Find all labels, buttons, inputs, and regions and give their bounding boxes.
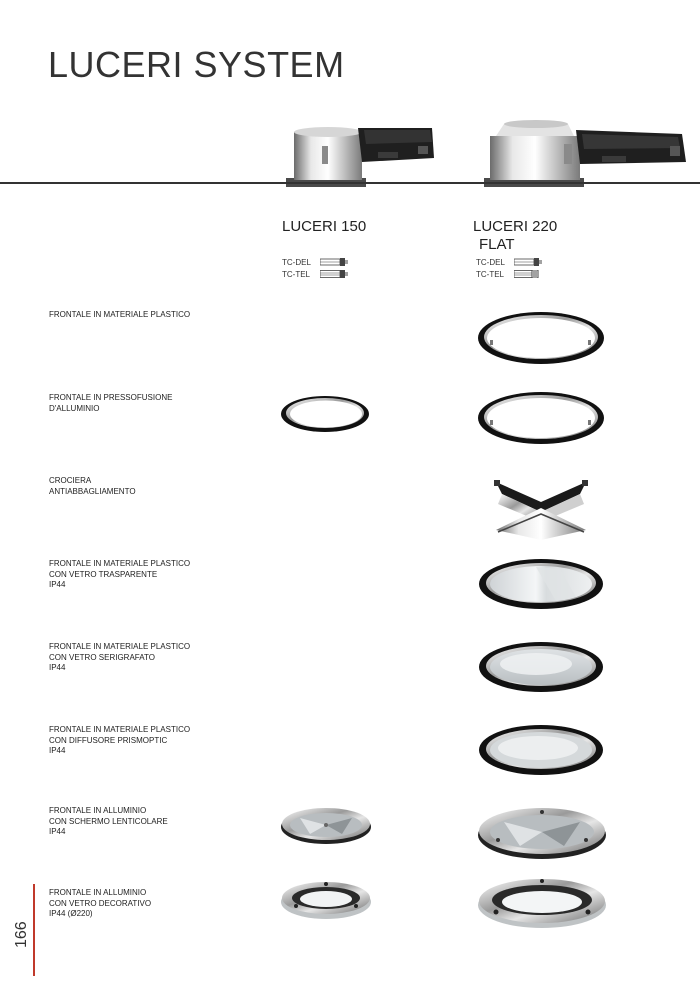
- prismoptic-diffuser-ring-icon: [478, 723, 604, 782]
- accessory-label: CROCIERA ANTIABBAGLIAMENTO: [49, 476, 136, 496]
- lamp-type-label: TC-DEL: [282, 257, 311, 267]
- black-ring-icon: [476, 310, 606, 371]
- black-ring-icon: [476, 390, 606, 451]
- accessory-label: FRONTALE IN PRESSOFUSIONE D'ALLUMINIO: [49, 393, 173, 413]
- black-ring-icon: [280, 394, 370, 439]
- tc-del-lamp-icon: [320, 258, 348, 266]
- lamp-type-row: [282, 256, 348, 268]
- lamp-type-label: TC-TEL: [282, 269, 310, 279]
- lamp-type-row: [476, 268, 542, 280]
- page-marker-bar: [33, 884, 35, 976]
- decorative-glass-icon: [476, 872, 608, 935]
- lamp-type-row: [476, 256, 542, 268]
- product-name-line2: FLAT: [479, 236, 515, 253]
- accessory-label: FRONTALE IN ALLUMINIO CON SCHERMO LENTICOLARE IP44: [49, 806, 168, 836]
- lamp-type-label: TC-DEL: [476, 257, 505, 267]
- frosted-glass-ring-icon: [478, 640, 604, 699]
- accessory-label: FRONTALE IN MATERIALE PLASTICO CON VETRO TRASPARENTE IP44: [49, 559, 191, 589]
- product-name-line1: LUCERI 220: [473, 218, 558, 235]
- accessory-label: FRONTALE IN MATERIALE PLASTICO CON VETRO SERIGRAFATO IP44: [49, 642, 191, 672]
- lamp-type-row: [282, 268, 348, 280]
- lamp-type-label: TC-TEL: [476, 269, 504, 279]
- decorative-glass-icon: [280, 876, 372, 925]
- clear-glass-ring-icon: [478, 557, 604, 616]
- accessory-label: FRONTALE IN MATERIALE PLASTICO CON DIFFUSORE PRISMOPTIC IP44: [49, 725, 191, 755]
- luceri-150-downlight-icon: [282, 122, 442, 195]
- cross-louvre-icon: [488, 472, 594, 549]
- accessory-label: FRONTALE IN MATERIALE PLASTICO: [49, 310, 191, 319]
- lenticular-screen-icon: [280, 804, 372, 851]
- product-name-luceri-220: [473, 218, 557, 254]
- accessory-label: FRONTALE IN ALLUMINIO CON VETRO DECORATIVO IP44 (Ø220): [49, 888, 152, 918]
- page-title: LUCERI SYSTEM: [48, 44, 345, 85]
- product-name-luceri-150: LUCERI 150: [282, 218, 367, 235]
- tc-tel-lamp-icon: [320, 270, 348, 278]
- tc-del-lamp-icon: [514, 258, 542, 266]
- lenticular-screen-icon: [476, 802, 608, 867]
- page-number: 166: [13, 921, 30, 948]
- tc-tel-lamp-icon: [514, 270, 542, 278]
- header-divider: [0, 182, 700, 184]
